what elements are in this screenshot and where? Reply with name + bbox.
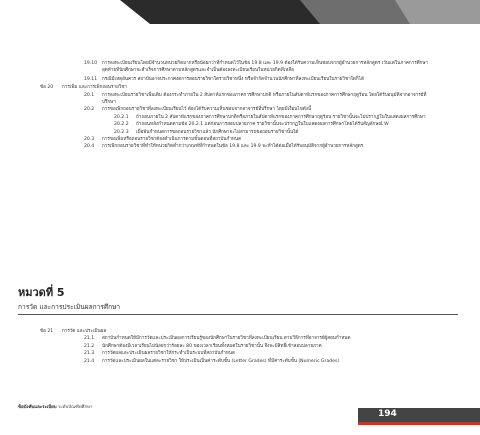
clause-number: 20.4 (84, 144, 95, 150)
footer-subtitle: ระดับบัณฑิตศึกษา (57, 405, 93, 410)
chapter-5-header (18, 286, 458, 315)
clause-21-1 (40, 335, 440, 342)
footer-title: ข้อบังคับและระเบียบ (18, 405, 57, 410)
page-number-box (358, 408, 480, 422)
chapter-title: หมวดที่ 5 (18, 286, 65, 299)
subclause-text: ถ้าถอนหลังกำหนดตามข้อ 20.2.1 แต่ก่อนการสอบปลายภาค รายวิชานั้นจะปรากฏในใบแสดงผลการศึกษาโดยได้รับสัญลักษณ์ W (136, 122, 389, 128)
clause-title: การเพิ่ม และการเพิกถอนรายวิชา (62, 85, 128, 91)
clause-text: การวัดและประเมินผลในแต่ละรายวิชา ให้ประเมินเป็นค่าระดับขั้น (Letter Grades) ที่มีค่าระดับขั้น (Numeric Grades) (102, 358, 340, 364)
clause-number: 20.1 (84, 92, 95, 98)
chapter-5-body (40, 328, 440, 365)
regulation-body (40, 60, 440, 151)
header-decoration (0, 0, 480, 24)
clause-number: 21.3 (84, 351, 95, 357)
footer-accent-bar (358, 422, 480, 425)
clause-20-2-3 (40, 129, 440, 136)
clause-21-2 (40, 343, 440, 350)
subclause-text: เมื่อพ้นกำหนดการขอถอนรายวิชาแล้ว นักศึกษาจะไม่สามารถขอถอนรายวิชานั้นได้ (136, 129, 299, 135)
subclause-number: 20.2.2 (114, 122, 129, 128)
clause-text: การลงทะเบียนเรียนโดยมีจำนวนหน่วยกิตมากหรือน้อยกว่าที่กำหนดไว้ในข้อ 19.8 และ 19.9 ต้องได้รับความเห็นชอบจากผู้อำนวยการหลักสูตร เว้นแต่ในภาคการศึกษาสุดท้ายที่นักศึกษาจะสำเร็จการศึกษาตามหลักสูตรและจำเป็นต้องลงทะเบียนเรียนในหน่วยกิตที่เหลือ (102, 61, 429, 74)
clause-text: สถาบันกำหนดให้มีการวัดและประเมินผลการเรียนรู้ของนักศึกษาในรายวิชาที่ลงทะเบียนเรียน ตามวิธีการที่อาจารย์ผู้สอนกำหนด (102, 336, 351, 342)
clause-19-10 (40, 60, 440, 75)
clause-21-4 (40, 358, 440, 365)
clause-text: การขอเพิ่มหรือถอนรายวิชาต้องดำเนินการตามขั้นตอนที่สถาบันกำหนด (102, 137, 242, 143)
clause-text: การลงทะเบียนรายวิชาเพิ่มเติม ต้องกระทำภายใน 2 สัปดาห์แรกของภาคการศึกษาปกติ หรือภายในสัปดาห์แรกของภาคการศึกษาฤดูร้อน โดยได้รับอนุมัติจากอาจารย์ที่ปรึกษา (102, 92, 427, 106)
clause-21-heading (40, 328, 440, 335)
clause-20-1 (40, 92, 440, 107)
clause-title: การวัด และประเมินผล (62, 329, 107, 334)
clause-20-2-1 (40, 114, 440, 121)
clause-20-4 (40, 143, 440, 150)
clause-19-11 (40, 76, 440, 83)
header-banner (0, 0, 480, 24)
footer-document-title (18, 403, 92, 410)
clause-number: 20.2 (84, 107, 95, 113)
clause-20-heading (40, 84, 440, 91)
clause-number: 21.2 (84, 343, 95, 349)
subclause-number: 20.2.3 (114, 129, 129, 135)
clause-text: การเพิกถอนรายวิชาที่ทำให้หน่วยกิตต่ำกว่าเกณฑ์ที่กำหนดในข้อ 19.8 และ 19.9 จะทำได้ต่อเมื่อได้รับอนุมัติจากผู้อำนวยการหลักสูตร (102, 144, 364, 150)
subclause-text: ถ้าถอนภายใน 2 สัปดาห์แรกของภาคการศึกษาปกติหรือภายในสัปดาห์แรกของภาคการศึกษาฤดูร้อน รายวิชานั้นจะไม่ปรากฏในใบแสดงผลการศึกษา (136, 114, 426, 120)
clause-text: นักศึกษาต้องมีเวลาเรียนไม่น้อยกว่าร้อยละ 80 ของเวลาเรียนทั้งหมดในรายวิชานั้น จึงจะมีสิทธิ์เข้าสอบปลายภาค (102, 343, 322, 349)
page-number: 194 (378, 409, 397, 419)
clause-20-3 (40, 136, 440, 143)
chapter-divider (18, 314, 458, 315)
clause-number: 19.11 (84, 76, 98, 82)
clause-number: 21.1 (84, 336, 95, 342)
subclause-number: 20.2.1 (114, 114, 129, 120)
clause-21-3 (40, 350, 440, 357)
clause-number: ข้อ 20 (40, 85, 54, 91)
clause-20-2 (40, 106, 440, 113)
chapter-subtitle: การวัด และการประเมินผลการศึกษา (18, 303, 121, 311)
clause-text: การวัดผลและประเมินผลรายวิชาให้กระทำเป็นระบบที่สถาบันกำหนด (102, 351, 236, 357)
clause-20-2-2 (40, 121, 440, 128)
clause-text: กรณีมีเหตุอันควร สถาบันอาจประกาศงดการสอนรายวิชาใดรายวิชาหนึ่ง หรือจำกัดจำนวนนักศึกษาที่ลงทะเบียนเรียนในรายวิชาใดก็ได้ (102, 76, 364, 82)
clause-number: 20.3 (84, 137, 95, 143)
clause-number: 19.10 (84, 61, 98, 66)
clause-number: ข้อ 21 (40, 329, 54, 334)
clause-text: การขอเพิกถอนรายวิชาที่ลงทะเบียนเรียนไว้ ต้องได้รับความเห็นชอบจากอาจารย์ที่ปรึกษา โดยมีเงื่อนไขดังนี้ (102, 107, 312, 113)
clause-number: 21.4 (84, 358, 95, 364)
